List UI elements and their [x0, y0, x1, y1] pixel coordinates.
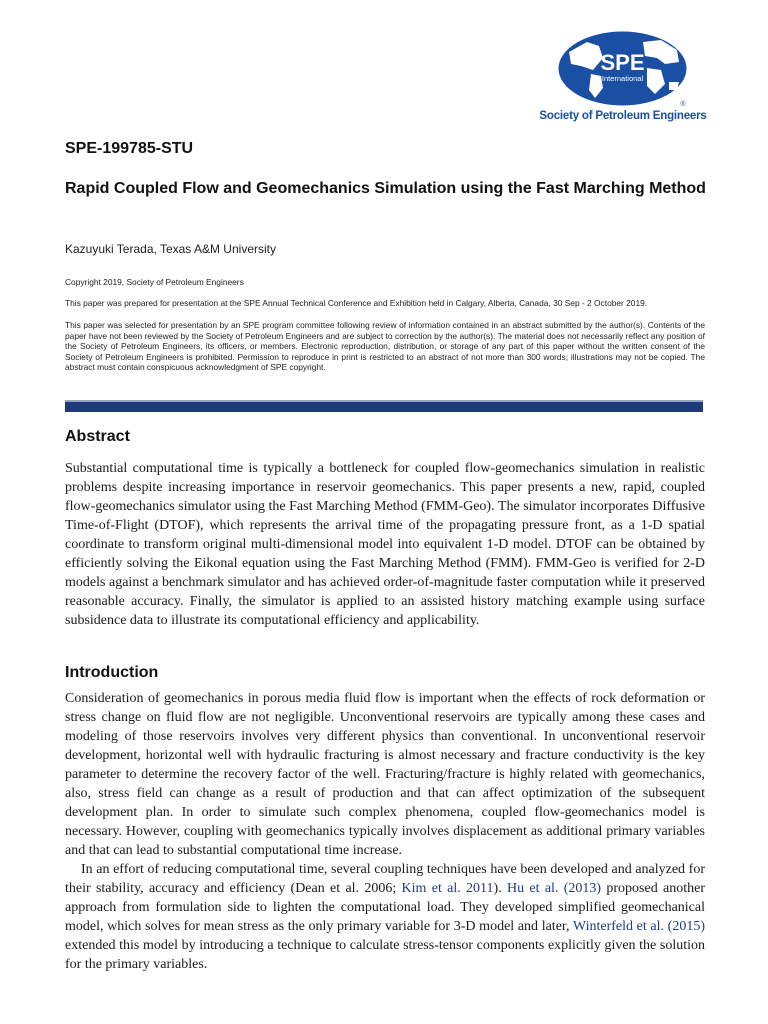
paragraph-text: In an effort of reducing computational time, several coupling techniques have been developed and analyzed for their stability, accuracy and efficiency (Dean et al. 2006;: [65, 862, 705, 896]
selection-notice: This paper was selected for presentation by an SPE program committee following review of information contained in an abstract submitted by the author(s). Contents of the paper have not been reviewed by the Society of Petroleum Engineers and are subject to correction by the author(s). The material does not necessarily reflect any position of the Society of Petroleum Engineers, its officers, or members. Electronic reproduction, distribution, or storage of any part of this paper without the written consent of the Society of Petroleum Engineers is prohibited. Permission to reproduce in print is restricted to an abstract of not more than 300 words; illustrations may not be copied. The abstract must contain conspicuous acknowledgment of SPE copyright.: [65, 320, 705, 372]
logo-initials: SPE: [600, 50, 645, 75]
introduction-body: [65, 689, 705, 974]
introduction-paragraph-1: Consideration of geomechanics in porous media fluid flow is important when the effects of rock deformation or stress change on fluid flow are not negligible. Unconventional reservoirs are typically among these cases and modeling of those reservoirs involves very different physics than conventional. In unconventional reservoir development, horizontal well with hydraulic fracturing is almost necessary and fracture conductivity is the key parameter to determine the recovery factor of the well. Fracturing/fracture is highly related with geomechanics, also, stress field can change as a result of production and that can affect optimization of the subsequent development plan. In order to simulate such complex phenomena, coupled flow-geomechanics model is necessary. However, coupling with geomechanics typically involves displacement as additional primary variables and that can lead to substantial computational time increase.: [65, 691, 705, 858]
divider-bar: [65, 402, 703, 412]
paragraph-text: ).: [493, 881, 508, 896]
paragraph-text: extended this model by introducing a technique to calculate stress-tensor components explicitly given the solution for the primary variables.: [65, 938, 705, 972]
citation-link-kim-2011[interactable]: Kim et al. 2011: [401, 881, 494, 896]
paper-id: SPE-199785-STU: [65, 140, 194, 157]
spe-globe-icon: [557, 30, 688, 107]
author-line: Kazuyuki Terada, Texas A&M University: [65, 242, 276, 256]
logo-sub: International: [601, 74, 644, 83]
presentation-notice: This paper was prepared for presentation at the SPE Annual Technical Conference and Exhibition held in Calgary, Alberta, Canada, 30 Sep - 2 October 2019.: [65, 298, 648, 308]
copyright-notice: Copyright 2019, Society of Petroleum Engineers: [65, 277, 244, 287]
logo-caption: Society of Petroleum Engineers: [539, 110, 707, 122]
section-divider: [65, 400, 703, 412]
citation-link-hu-2013[interactable]: Hu et al. (2013): [507, 881, 602, 896]
paper-title: Rapid Coupled Flow and Geomechanics Simulation using the Fast Marching Method: [65, 180, 706, 197]
citation-link-winterfeld-2015[interactable]: Winterfeld et al. (2015): [572, 919, 706, 934]
paragraph-text: proposed another approach from formulation side to lighten the computational load. They developed simplified geomechanical model, which solves for mean stress as the only primary variable for 3-D model and later,: [65, 881, 705, 934]
introduction-paragraph-2: [65, 860, 705, 974]
logo-registered: ®: [680, 101, 686, 107]
abstract-text: Substantial computational time is typically a bottleneck for coupled flow-geomechanics simulation in realistic problems despite increasing importance in reservoir geomechanics. This paper presents a new, rapid, coupled flow-geomechanics simulator using the Fast Marching Method (FMM-Geo). The simulator incorporates Diffusive Time-of-Flight (DTOF), which represents the arrival time of the propagating pressure front, as a 1-D spatial coordinate to transform original multi-dimensional model into equivalent 1-D model. DTOF can be obtained by efficiently solving the Eikonal equation using the Fast Marching Method (FMM). FMM-Geo is verified for 2-D models against a benchmark simulator and has achieved order-of-magnitude faster computation while it preserved reasonable accuracy. Finally, the simulator is applied to an assisted history matching example using surface subsidence data to illustrate its computational efficiency and applicability.: [65, 461, 705, 628]
introduction-heading: Introduction: [65, 664, 159, 681]
abstract-heading: Abstract: [65, 428, 130, 445]
spe-logo: [538, 30, 708, 125]
